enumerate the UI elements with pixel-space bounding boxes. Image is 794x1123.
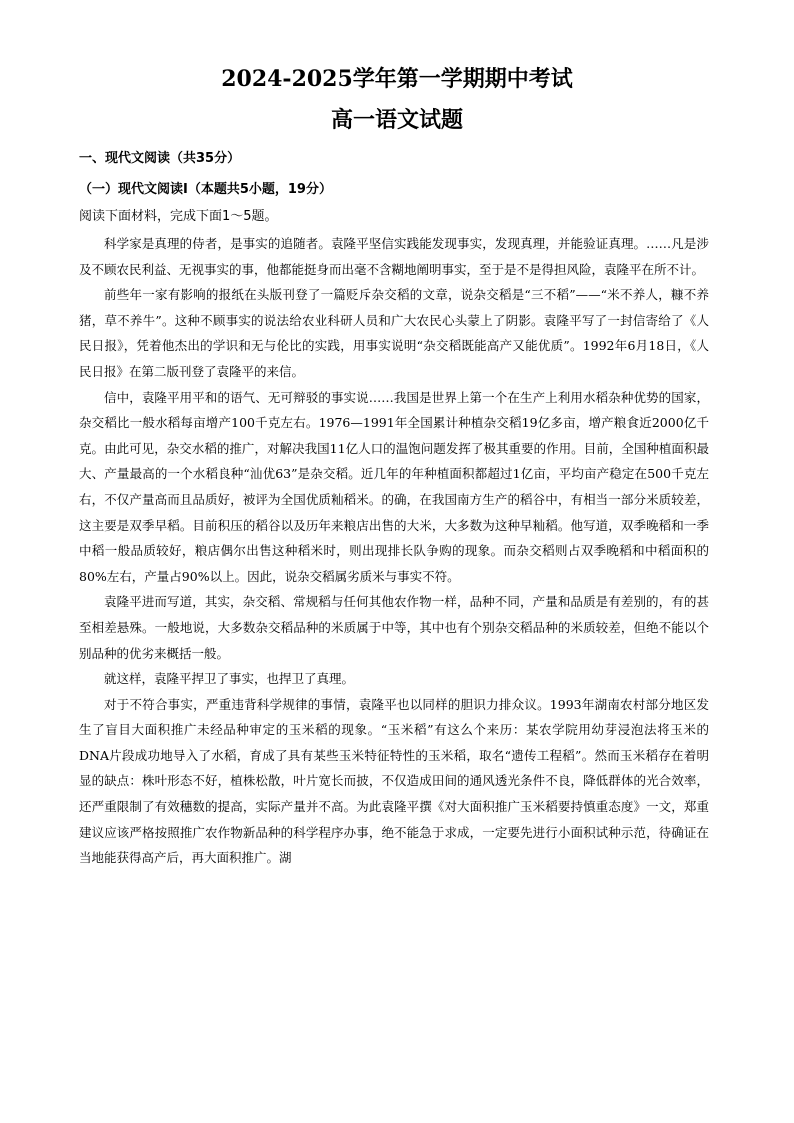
reading-instruction: 阅读下面材料，完成下面1～5题。 xyxy=(79,209,278,224)
passage-paragraph: 信中，袁隆平用平和的语气、无可辩驳的事实说……我国是世界上第一个在生产上利用水稻杂种优势的国家，杂交稻比一般水稻每亩增产100千克左右。1976—1991年全国累计种植杂交稻19亿多亩，增产粮食近2000亿千克。由此可见，杂交水稻的推广，对解决我国11亿人口的温饱问题发挥了极其重要的作用。目前，全国种植面积最大、产量最高的一个水稻良种“汕优63”是杂交稻。近几年的年种植面积都超过1亿亩，平均亩产稳定在500千克左右，不仅产量高而且品质好，被评为全国优质籼稻米。的确，在我国南方生产的稻谷中，有相当一部分米质较差，这主要是双季早稻。目前积压的稻谷以及历年来粮店出售的大米，大多数为这种早籼稻。他写道，双季晚稻和一季中稻一般品质较好，粮店偶尔出售这种稻米时，则出现排长队争购的现象。而杂交稻则占双季晚稻和中稻面积的80%左右，产量占90%以上。因此，说杂交稻属劣质米与事实不符。 xyxy=(79,389,709,584)
exam-title: 2024-2025学年第一学期期中考试 xyxy=(221,66,573,92)
exam-subtitle: 高一语文试题 xyxy=(330,107,463,133)
section-heading: 一、现代文阅读（共35分） xyxy=(79,151,241,166)
passage-paragraph: 就这样，袁隆平捍卫了事实，也捍卫了真理。 xyxy=(104,671,355,687)
passage-paragraph: 袁隆平进而写道，其实，杂交稻、常规稻与任何其他农作物一样，品种不同，产量和品质是有差别的，有的甚至相差悬殊。一般地说，大多数杂交稻品种的米质属于中等，其中也有个别杂交稻品种的米质较差，但绝不能以个别品种的优劣来概括一般。 xyxy=(79,594,709,661)
section-subheading: （一）现代文阅读Ⅰ（本题共5小题，19分） xyxy=(79,182,332,197)
passage-paragraph: 科学家是真理的侍者，是事实的追随者。袁隆平坚信实践能发现事实，发现真理，并能验证真理。……凡是涉及不顾农民利益、无视事实的事，他都能挺身而出毫不含糊地阐明事实，至于是不是得担风险，袁隆平在所不计。 xyxy=(79,236,709,277)
passage-paragraph: 对于不符合事实，严重违背科学规律的事情，袁隆平也以同样的胆识力排众议。1993年湖南农村部分地区发生了盲目大面积推广未经品种审定的玉米稻的现象。“玉米稻”有这么个来历：某农学院用幼芽浸泡法将玉米的DNA片段成功地导入了水稻，育成了具有某些玉米特征特性的玉米稻，取名“遗传工程稻”。然而玉米稻存在着明显的缺点：株叶形态不好，植株松散，叶片宽长而披，不仅造成田间的通风透光条件不良，降低群体的光合效率，还严重限制了有效穗数的提高，实际产量并不高。为此袁隆平撰《对大面积推广玉米稻要持慎重态度》一文，郑重建议应该严格按照推广农作物新品种的科学程序办事，绝不能急于求成，一定要先进行小面积试种示范，待确证在当地能获得高产后，再大面积推广。湖 xyxy=(79,696,709,866)
passage-paragraph: 前些年一家有影响的报纸在头版刊登了一篇贬斥杂交稻的文章，说杂交稻是“三不稻”——“米不养人，糠不养猪，草不养牛”。这种不顾事实的说法给农业科研人员和广大农民心头蒙上了阴影。袁隆平写了一封信寄给了《人民日报》，凭着他杰出的学识和无与伦比的实践，用事实说明“杂交稻既能高产又能优质”。1992年6月18日，《人民日报》在第二版刊登了袁隆平的来信。 xyxy=(79,287,709,379)
reading-passage xyxy=(79,231,709,871)
